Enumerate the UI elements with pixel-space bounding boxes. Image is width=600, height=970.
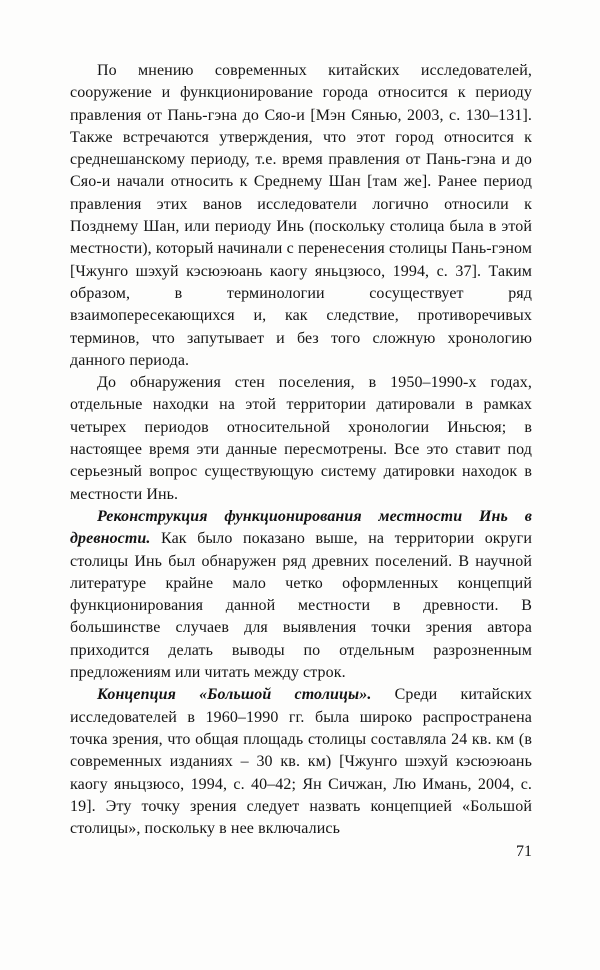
page-text-block xyxy=(70,60,532,840)
paragraph-text: Среди китайских исследователей в 1960–1990 гг. была широко распространена точка зрения, что общая площадь столицы составляла 24 кв. км (в современных изданиях – 30 кв. км) [Чжунго шэхуй кэсюэюань каогу яньцзюсо, 1994, с. 40–42; Ян Сичжан, Лю Имань, 2004, с. 19]. Эту точку зрения следует назвать концепцией «Большой столицы», поскольку в нее включались xyxy=(70,686,532,838)
paragraph xyxy=(70,684,532,840)
paragraph xyxy=(70,372,532,506)
paragraph-text: По мнению современных китайских исследователей, сооружение и функционирование города относится к периоду правления от Пань-гэна до Сяо-и [Мэн Сянью, 2003, с. 130–131]. Также встречаются утверждения, что этот город относится к среднешанскому периоду, т.е. время правления от Пань-гэна и до Сяо-и начали относить к Среднему Шан [там же]. Ранее период правления этих ванов исследователи логично относили к Позднему Шан, или периоду Инь (поскольку столица была в этой местности), который начинали с перенесения столицы Пань-гэном [Чжунго шэхуй кэсюэюань каогу яньцзюсо, 1994, с. 37]. Таким образом, в терминологии сосуществует ряд взаимопересекающихся и, как следствие, противоречивых терминов, что запутывает и без того сложную хронологию данного периода. xyxy=(70,62,532,369)
page-number: 71 xyxy=(516,843,532,860)
paragraph-text: Как было показано выше, на территории округи столицы Инь был обнаружен ряд древних поселений. В научной литературе крайне мало четко оформленных концепций функционирования данной местности в древности. В большинстве случаев для выявления точки зрения автора приходится делать выводы по отдельным разрозненным предложениям или читать между строк. xyxy=(70,530,532,682)
paragraph-lead: Реконструкция функционирования местности Инь в древности. xyxy=(70,507,532,548)
paragraph-text: До обнаружения стен поселения, в 1950–1990-х годах, отдельные находки на этой территории датировали в рамках четырех периодов относительной хронологии Иньсюя; в настоящее время эти данные пересмотрены. Все это ставит под серьезный вопрос существующую систему датировки находок в местности Инь. xyxy=(70,374,532,503)
paragraph xyxy=(70,506,532,684)
paragraph-lead: Концепция «Большой столицы». xyxy=(97,686,372,704)
paragraph xyxy=(70,60,532,372)
